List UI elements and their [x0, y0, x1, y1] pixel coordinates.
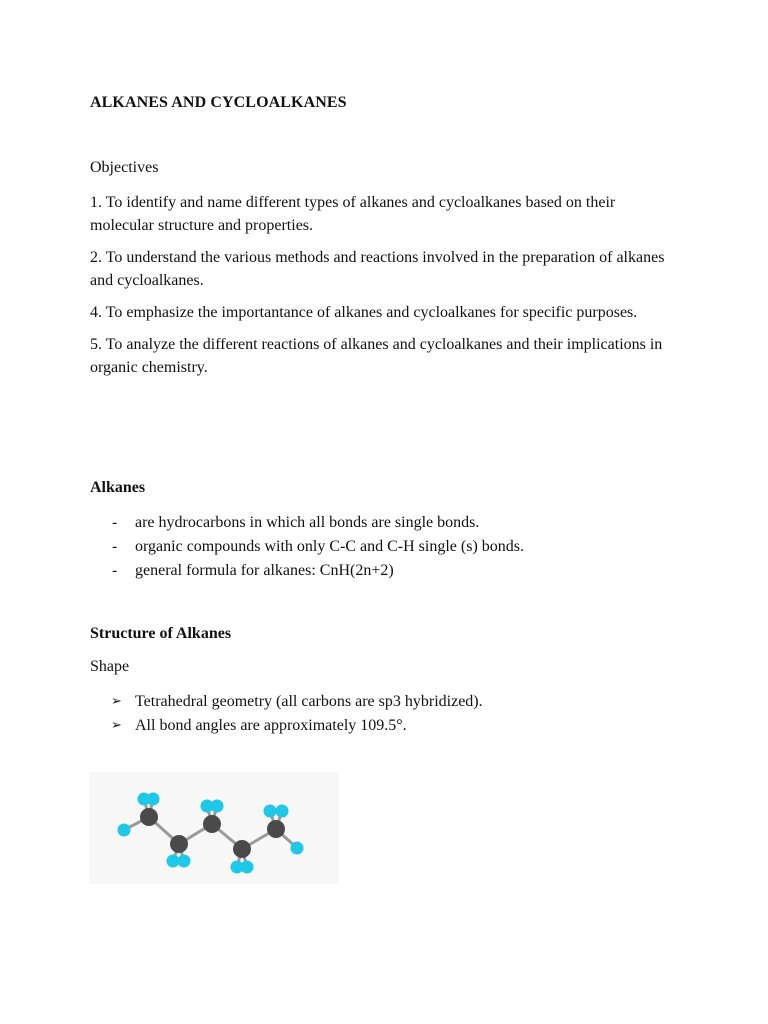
document-title: ALKANES AND CYCLOALKANES — [90, 94, 347, 111]
objective-item: 4. To emphasize the importantance of alkanes and cycloalkanes for specific purposes. — [90, 304, 638, 321]
objectives-heading: Objectives — [90, 159, 159, 176]
dash-bullet: - — [112, 514, 118, 531]
alkanes-heading: Alkanes — [90, 479, 146, 496]
objective-item: 5. To analyze the different reactions of alkanes and cycloalkanes and their implications in organic chemistry. — [90, 336, 663, 376]
list-item — [90, 714, 483, 738]
arrow-bullet-icon: ➢ — [111, 718, 122, 733]
alkanes-points-list — [90, 511, 524, 583]
list-item — [90, 690, 483, 714]
arrow-bullet-icon: ➢ — [111, 694, 122, 709]
structure-heading: Structure of Alkanes — [90, 625, 232, 642]
alkane-molecule-image — [89, 772, 339, 884]
list-item-text: general formula for alkanes: CnH(2n+2) — [135, 562, 394, 579]
list-item-text: are hydrocarbons in which all bonds are single bonds. — [135, 514, 480, 531]
dash-bullet: - — [112, 562, 118, 579]
list-item-text: organic compounds with only C-C and C-H single (s) bonds. — [135, 538, 525, 555]
shape-points-list — [90, 690, 483, 738]
list-item — [90, 535, 524, 559]
list-item — [90, 559, 524, 583]
shape-label: Shape — [90, 658, 130, 675]
objective-item: 2. To understand the various methods and reactions involved in the preparation of alkanes and cycloalkanes. — [90, 249, 665, 289]
objectives-list — [90, 191, 680, 388]
objective-item: 1. To identify and name different types of alkanes and cycloalkanes based on their molecular structure and properties. — [90, 194, 616, 234]
list-item-text: All bond angles are approximately 109.5°. — [135, 717, 407, 734]
dash-bullet: - — [112, 538, 118, 555]
list-item — [90, 511, 524, 535]
list-item-text: Tetrahedral geometry (all carbons are sp3 hybridized). — [135, 693, 483, 710]
